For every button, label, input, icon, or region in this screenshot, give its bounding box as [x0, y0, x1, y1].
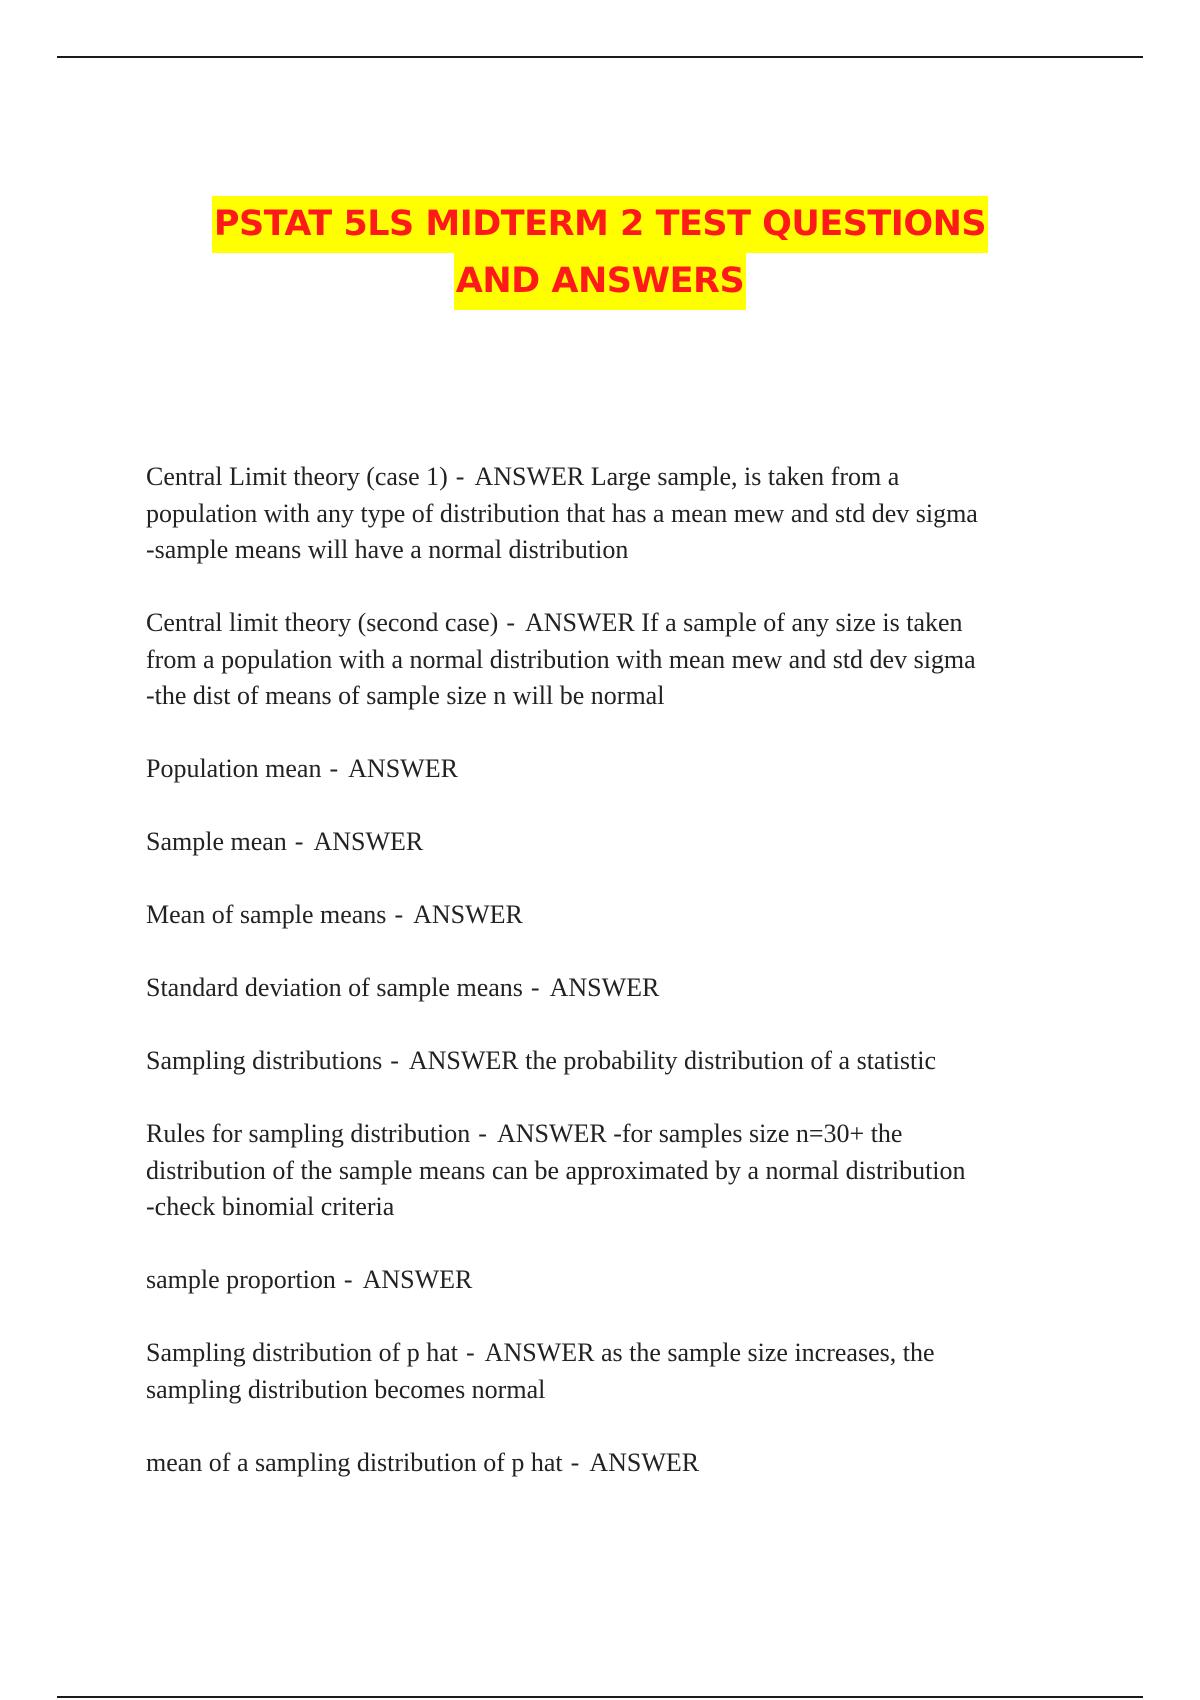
answer-label: ANSWER — [549, 973, 660, 1002]
answer-label: ANSWER — [496, 1119, 607, 1148]
qa-first-line — [146, 1335, 1066, 1372]
answer-label: ANSWER — [362, 1265, 473, 1294]
qa-separator: - — [506, 608, 515, 637]
qa-separator: - — [455, 462, 465, 491]
answer-label: ANSWER — [484, 1338, 595, 1367]
qa-first-line — [146, 1445, 1066, 1482]
qa-answer-line: from a population with a normal distribution with mean mew and std dev sigma — [146, 644, 976, 674]
qa-entry — [146, 605, 1066, 715]
answer-label: ANSWER — [348, 754, 458, 783]
answer-label: ANSWER — [474, 462, 585, 491]
qa-first-line — [146, 970, 1066, 1007]
qa-separator: - — [478, 1119, 487, 1148]
qa-answer-line: -the dist of means of sample size n will be normal — [146, 681, 665, 710]
qa-answer: Large sample, is taken from a — [590, 462, 900, 491]
top-rule — [57, 56, 1143, 58]
bottom-rule — [57, 1696, 1143, 1698]
qa-first-line — [146, 1116, 1066, 1153]
qa-answer: -for samples size n=30+ the — [613, 1119, 903, 1148]
qa-answer-line: population with any type of distribution that has a mean mew and std dev sigma — [146, 498, 978, 528]
qa-entry — [146, 1043, 1066, 1080]
qa-entry — [146, 1116, 1066, 1226]
qa-separator: - — [466, 1338, 475, 1367]
qa-first-line — [146, 1043, 1066, 1080]
qa-term: Sample mean — [146, 827, 287, 856]
qa-answer-line: -sample means will have a normal distribution — [146, 535, 629, 564]
qa-term: Central Limit theory (case 1) — [146, 462, 448, 491]
qa-term: Central limit theory (second case) — [146, 608, 499, 637]
qa-term: Sampling distributions — [146, 1046, 383, 1075]
qa-answer: If a sample of any size is taken — [641, 608, 963, 637]
title-line-2: AND ANSWERS — [454, 253, 746, 310]
qa-term: Population mean — [146, 754, 322, 783]
qa-first-line — [146, 459, 1066, 496]
qa-separator: - — [390, 1046, 399, 1075]
qa-list — [146, 459, 1066, 1518]
qa-answer-line: sampling distribution becomes normal — [146, 1374, 546, 1404]
qa-answer-line: -check binomial criteria — [146, 1192, 395, 1221]
answer-label: ANSWER — [413, 900, 523, 929]
qa-term: Sampling distribution of p hat — [146, 1338, 458, 1367]
qa-term: Standard deviation of sample means — [146, 973, 523, 1002]
qa-first-line — [146, 824, 1066, 861]
qa-first-line — [146, 897, 1066, 934]
qa-entry — [146, 897, 1066, 934]
title-line-1: PSTAT 5LS MIDTERM 2 TEST QUESTIONS — [212, 196, 988, 253]
qa-term: sample proportion — [146, 1265, 336, 1294]
qa-entry — [146, 824, 1066, 861]
qa-entry — [146, 1262, 1066, 1299]
qa-separator: - — [570, 1447, 580, 1477]
qa-answer-line: distribution of the sample means can be approximated by a normal distribution — [146, 1155, 966, 1185]
qa-first-line — [146, 605, 1066, 642]
qa-entry — [146, 751, 1066, 788]
qa-first-line — [146, 751, 1066, 788]
qa-separator: - — [329, 754, 339, 783]
qa-first-line — [146, 1262, 1066, 1299]
answer-label: ANSWER — [525, 608, 635, 637]
qa-term: mean of a sampling distribution of p hat — [146, 1447, 563, 1477]
answer-label: ANSWER — [589, 1447, 700, 1477]
qa-separator: - — [394, 900, 404, 929]
qa-separator: - — [343, 1265, 353, 1294]
answer-label: ANSWER — [408, 1046, 519, 1075]
qa-entry — [146, 1445, 1066, 1482]
document-title — [0, 196, 1200, 310]
answer-label: ANSWER — [313, 827, 424, 856]
qa-answer: as the sample size increases, the — [600, 1338, 935, 1367]
qa-separator: - — [530, 973, 540, 1002]
qa-entry — [146, 459, 1066, 569]
qa-term: Mean of sample means — [146, 900, 387, 929]
qa-term: Rules for sampling distribution — [146, 1119, 471, 1148]
qa-answer: the probability distribution of a statistic — [525, 1046, 937, 1075]
qa-separator: - — [294, 827, 304, 856]
qa-entry — [146, 1335, 1066, 1408]
qa-entry — [146, 970, 1066, 1007]
